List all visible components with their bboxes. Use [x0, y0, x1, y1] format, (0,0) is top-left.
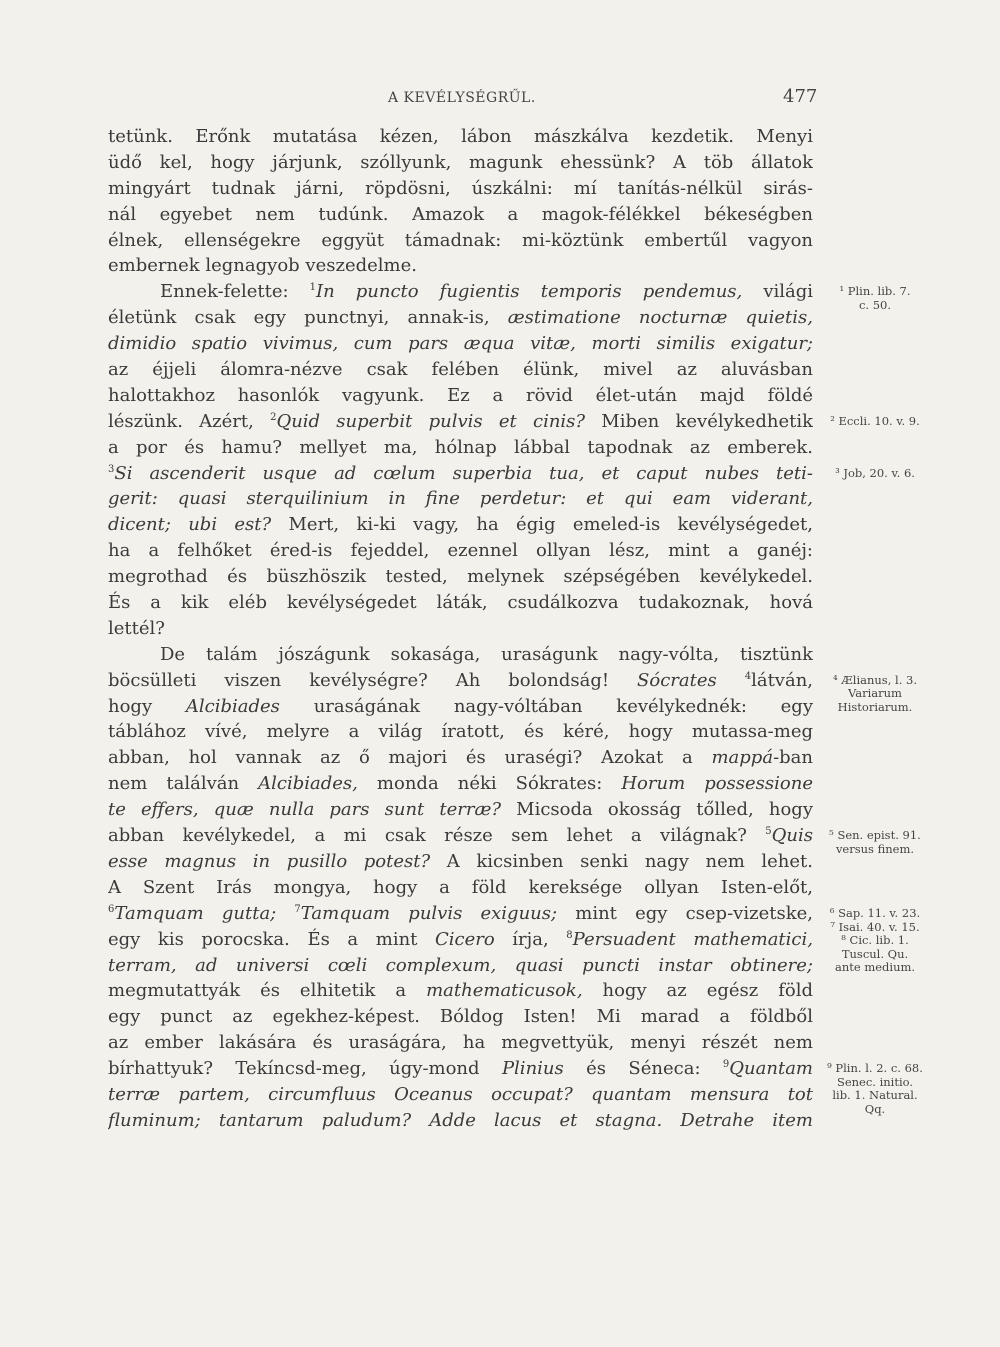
- text-span: abban, hol vannak az ő majori és uraségi? Azokat a: [108, 747, 712, 769]
- margin-note: [820, 467, 930, 481]
- text-line: [108, 279, 813, 305]
- text-line: [108, 435, 813, 461]
- latin-quote: Cicero: [434, 928, 495, 950]
- latin-quote: dimidio spatio vivimus, cum pars æqua vitæ, morti similis exigatur;: [108, 333, 813, 355]
- text-span: a por és hamu? mellyet ma, hólnap lábbal tapodnak az emberek.: [108, 436, 813, 458]
- text-span: abban kevélykedel, a mi csak része sem lehet a világnak?: [108, 825, 766, 847]
- latin-quote: Plinius: [501, 1058, 564, 1080]
- text-line: [108, 305, 813, 331]
- text-line: [108, 1004, 813, 1030]
- latin-quote: Si ascenderit usque ad cœlum superbia tua, et caput nubes teti-: [114, 462, 813, 484]
- text-line: [108, 1108, 813, 1134]
- text-span: látván,: [751, 669, 813, 691]
- text-span: mint egy csep-vizetske,: [557, 902, 813, 924]
- margin-note-line: Variarum: [848, 686, 902, 701]
- text-span: megmutattyák és elhitetik a: [108, 980, 427, 1002]
- margin-note-line: c. 50.: [858, 297, 892, 312]
- text-line: [108, 150, 813, 176]
- margin-note-line: ² Eccli. 10. v. 9.: [830, 413, 920, 428]
- margin-note-line: ante medium.: [834, 960, 916, 974]
- margin-note-line: ⁹ Plin. l. 2. c. 68.: [827, 1061, 923, 1076]
- footnote-marker: 9: [722, 1059, 730, 1071]
- text-line: [108, 512, 813, 538]
- margin-note-line: Historiarum.: [837, 699, 913, 714]
- margin-note-line: Senec. initio.: [836, 1074, 914, 1089]
- text-span: bírhattyuk? Tekíncsd-meg, úgy-mond: [108, 1058, 502, 1080]
- latin-quote: Tamquam pulvis exiguus;: [300, 902, 558, 924]
- text-span: Ennek-felette:: [160, 281, 310, 303]
- footnote-marker: 8: [566, 929, 573, 941]
- text-span: és Séneca:: [563, 1058, 723, 1080]
- latin-quote: terram, ad universi cœli complexum, quasi puncti instar obtinere;: [108, 954, 813, 976]
- text-span: egy punct az egekhez-képest. Bóldog Isten! Mi marad a földből: [108, 1006, 813, 1028]
- latin-quote: In puncto fugientis temporis pendemus,: [316, 281, 743, 303]
- text-line: [108, 797, 813, 823]
- text-span: hogy: [108, 695, 186, 717]
- margin-note: [820, 285, 930, 312]
- text-line: [108, 745, 813, 771]
- latin-quote: Horum possessione: [621, 773, 813, 795]
- text-line: [108, 616, 813, 642]
- text-line: [108, 357, 813, 383]
- latin-quote: Sócrates: [637, 669, 717, 691]
- latin-quote: te effers, quæ nulla pars sunt terræ?: [108, 799, 502, 821]
- text-line: [108, 486, 813, 512]
- footnote-marker: 2: [270, 411, 277, 423]
- text-line: [108, 694, 813, 720]
- margin-note-line: ³ Job, 20. v. 6.: [835, 465, 915, 480]
- margin-note-line: ⁷ Isai. 40. v. 15.: [830, 919, 920, 934]
- text-span: az éjjeli álomra-nézve csak felében élünk, mivel az aluvásban: [108, 359, 813, 381]
- latin-quote: Alcibiades: [185, 695, 280, 717]
- text-span: az ember lakására és uraságára, ha megvettyük, menyi részét nem: [108, 1032, 813, 1054]
- text-line: [108, 538, 813, 564]
- text-span: Micsoda okosság tőlled, hogy: [501, 799, 813, 821]
- text-line: [108, 771, 813, 797]
- text-line: [108, 642, 813, 668]
- text-span: halottakhoz hasonlók vagyunk. Ez a rövid élet-után majd földé: [108, 384, 813, 406]
- footnote-marker: 3: [108, 463, 115, 475]
- margin-note-line: versus finem.: [835, 841, 915, 856]
- text-span: Miben kevélykedhetik: [585, 410, 813, 432]
- text-span: nál egyebet nem tudúnk. Amazok a magok-félékkel békeségben: [108, 203, 813, 225]
- margin-note-line: ⁸ Cic. lib. 1.: [841, 933, 909, 947]
- text-line: [108, 875, 813, 901]
- text-line: [108, 228, 813, 254]
- footnote-marker: 6: [108, 903, 115, 915]
- footnote-marker: 4: [744, 670, 752, 682]
- latin-quote: mathematicusok,: [426, 980, 583, 1002]
- text-span: életünk csak egy punctnyi, annak-is,: [108, 307, 508, 329]
- text-span: hogy az egész föld: [582, 980, 813, 1002]
- text-span: tetünk. Erőnk mutatása kézen, lábon mászkálva kezdetik. Menyi: [108, 126, 813, 147]
- text-span: élnek, ellenségekre eggyüt támadnak: mi-köztünk embertűl vagyon: [108, 229, 813, 251]
- text-span: embernek legnagyob veszedelme.: [108, 255, 417, 277]
- text-span: Mert, ki-ki vagy, ha égig emeled-is kevélységedet,: [271, 514, 813, 536]
- margin-note-line: ⁴ Ælianus, l. 3.: [833, 672, 917, 687]
- margin-note-line: ¹ Plin. lib. 7.: [839, 284, 911, 299]
- latin-quote: æstimatione nocturnæ quietis,: [507, 307, 813, 329]
- text-line: [108, 1030, 813, 1056]
- text-line: [108, 461, 813, 487]
- margin-note-line: Tuscul. Qu.: [841, 946, 909, 961]
- text-span: mingyárt tudnak járni, röpdösni, úszkálni: mí tanítás-nélkül sirás-: [108, 177, 813, 199]
- text-span: üdő kel, hogy járjunk, szóllyunk, magunk ehessünk? A töb állatok: [108, 151, 813, 173]
- text-span: És a kik eléb kevélységedet láták, csudálkozva tudakoznak, hová: [108, 592, 813, 614]
- latin-quote: dicent; ubi est?: [108, 514, 272, 536]
- text-span: írja,: [494, 928, 567, 950]
- latin-quote: terræ partem, circumfluus Oceanus occupat? quantam mensura tot: [108, 1083, 813, 1105]
- text-span: monda néki Sókrates:: [357, 773, 622, 795]
- latin-quote: Alcibiades,: [258, 773, 358, 795]
- text-span: lettél?: [108, 617, 165, 639]
- text-span: lészünk. Azért,: [108, 410, 271, 432]
- margin-note-line: Qq.: [864, 1101, 886, 1116]
- margin-note: [820, 415, 930, 429]
- text-line: [108, 331, 813, 357]
- body-text: [108, 124, 813, 1134]
- margin-note-line: ⁵ Sen. epist. 91.: [829, 828, 921, 843]
- text-line: [108, 719, 813, 745]
- latin-quote: esse magnus in pusillo potest?: [108, 850, 431, 872]
- latin-quote: fluminum; tantarum paludum? Adde lacus et stagna. Detrahe item: [108, 1109, 813, 1131]
- text-line: [108, 978, 813, 1004]
- text-span: De talám jószágunk sokasága, uraságunk nagy-vólta, tisztünk: [160, 643, 813, 665]
- text-span: egy kis porocska. És a mint: [108, 928, 435, 950]
- footnote-marker: 5: [765, 826, 772, 838]
- latin-quote: Quid superbit pulvis et cinis?: [276, 410, 586, 432]
- text-line: [108, 253, 813, 279]
- latin-quote: mappá: [711, 747, 774, 769]
- text-span: A Szent Irás mongya, hogy a föld kereksége ollyan Isten-előt,: [108, 876, 813, 898]
- margin-note-line: lib. 1. Natural.: [832, 1088, 918, 1103]
- margin-note: [820, 907, 930, 975]
- text-span: -ban: [773, 747, 813, 769]
- text-span: nem találván: [108, 773, 259, 795]
- text-line: [108, 668, 813, 694]
- footnote-marker: 1: [309, 282, 316, 294]
- text-line: [108, 1056, 813, 1082]
- margin-note: [820, 829, 930, 856]
- latin-quote: Tamquam gutta;: [114, 902, 277, 924]
- margin-note: [820, 1062, 930, 1116]
- text-line: [108, 927, 813, 953]
- footnote-marker: 7: [294, 903, 301, 915]
- text-line: [108, 383, 813, 409]
- text-span: táblához vívé, melyre a világ íratott, és kéré, hogy mutassa-meg: [108, 721, 813, 743]
- page-number: 477: [783, 86, 818, 107]
- text-line: [108, 409, 813, 435]
- text-span: uraságának nagy-vóltában kevélykednék: egy: [279, 695, 813, 717]
- margin-note-line: ⁶ Sap. 11. v. 23.: [829, 906, 921, 920]
- text-line: [108, 823, 813, 849]
- text-line: [108, 953, 813, 979]
- text-line: [108, 1082, 813, 1108]
- text-line: [108, 590, 813, 616]
- text-span: [276, 903, 294, 924]
- text-line: [108, 901, 813, 927]
- latin-quote: Quantam: [729, 1058, 813, 1080]
- latin-quote: gerit: quasi sterquilinium in fine perdetur: et qui eam viderant,: [108, 488, 813, 510]
- text-line: [108, 564, 813, 590]
- latin-quote: Quis: [771, 825, 813, 847]
- running-title: A KEVÉLYSÉGRŰL.: [388, 90, 536, 106]
- text-span: ha a felhőket éred-is fejeddel, ezennel ollyan lész, mint a ganéj:: [108, 540, 813, 562]
- page-header: [0, 86, 1000, 116]
- text-span: böcsülleti viszen kevélységre? Ah bolondság!: [108, 669, 638, 691]
- text-line: [108, 849, 813, 875]
- text-span: [717, 670, 745, 691]
- margin-note: [820, 674, 930, 715]
- text-line: [108, 124, 813, 150]
- text-span: A kicsinben senki nagy nem lehet.: [430, 850, 813, 872]
- latin-quote: Persuadent mathematici,: [572, 928, 813, 950]
- text-span: világi: [742, 281, 813, 303]
- text-line: [108, 176, 813, 202]
- text-span: megrothad és büszhöszik tested, melynek szépségében kevélykedel.: [108, 566, 813, 588]
- text-line: [108, 202, 813, 228]
